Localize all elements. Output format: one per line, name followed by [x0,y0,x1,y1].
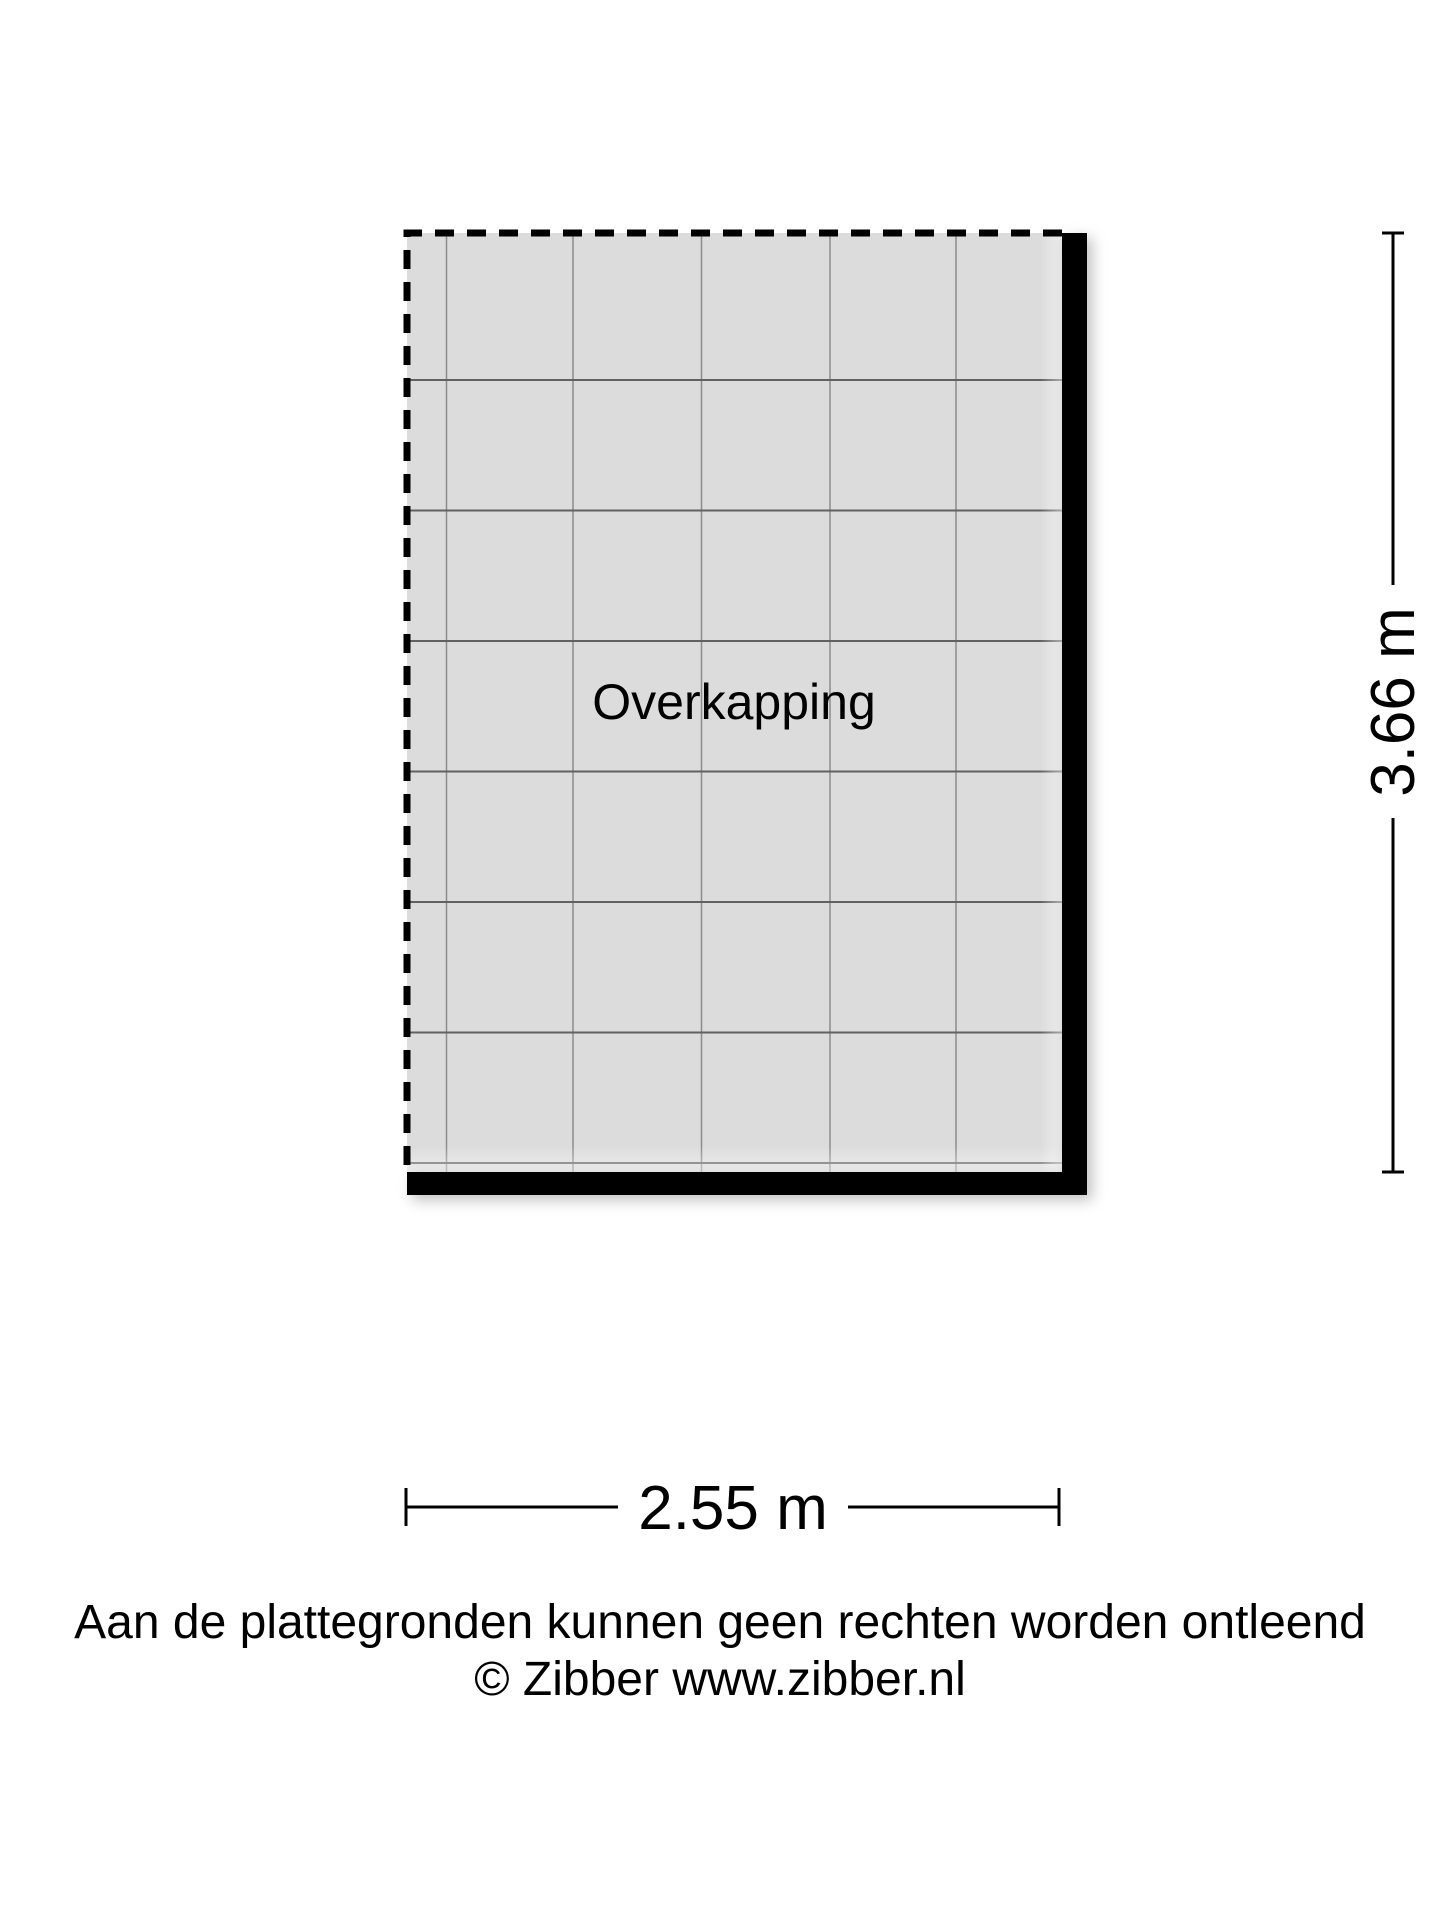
bottom-wall [407,1172,1087,1195]
edge-fade-right [1040,233,1062,1172]
width-dimension [406,1474,1059,1543]
disclaimer-line: Aan de plattegronden kunnen geen rechten worden ontleend [74,1596,1366,1649]
copyright-line: © Zibber www.zibber.nl [474,1653,966,1706]
room-label: Overkapping [592,674,876,730]
edge-fade-bottom [407,1146,1062,1172]
width-dimension-label: 2.55 m [638,1474,828,1543]
height-dimension [1359,233,1428,1172]
right-wall [1062,233,1087,1195]
footer [0,1594,1440,1708]
height-dimension-label: 3.66 m [1359,607,1428,797]
